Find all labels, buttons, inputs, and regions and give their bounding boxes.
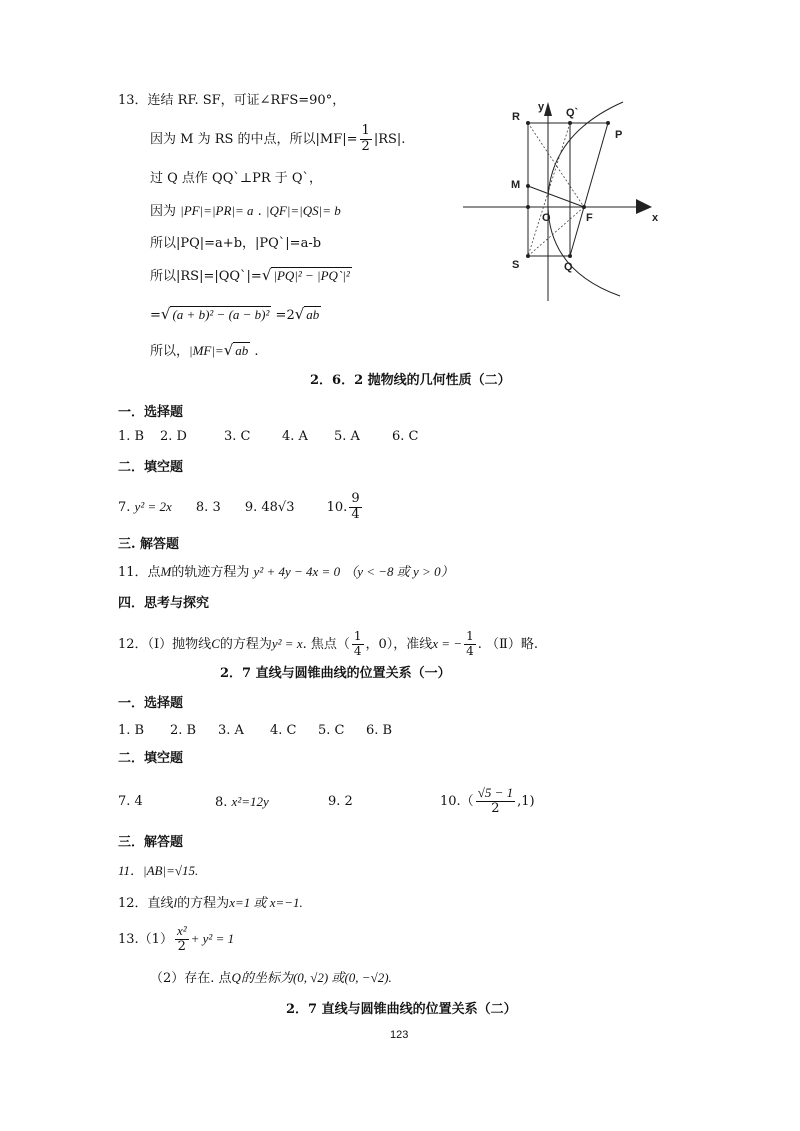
answer-item: 2. B [170,723,197,738]
label-m: M [511,179,521,191]
answer-12-2 [118,896,303,910]
a12-text2: 的方程为 [219,636,272,652]
a12-c: C [211,635,220,651]
frac-den: 2 [361,138,370,154]
label-p: P [615,129,623,141]
answer-item: 6. B [366,723,393,738]
heading-choice-1: 一．选择题 [118,405,184,420]
frac-den: 2 [491,800,500,816]
fraction-quarter [352,630,364,659]
a8-eq: x²=12y [231,794,269,809]
p13-line7: =√ (a + b)² − (a − b)² =2√ ab [150,305,320,323]
p13-qf-eq: |QF|=|QS|= b [265,203,341,218]
heading-solve-2: 三．解答题 [118,835,184,850]
answer-7-2: 7. 4 [118,794,143,809]
a12-tail: . （Ⅱ）略. [477,636,538,652]
a12-2-l: l [173,895,178,910]
p13-line2-tail: |RS|. [373,131,406,147]
p13-pf-eq: |PF|=|PR|= a [180,203,254,218]
a12-eq: y² = x [271,635,303,651]
fraction-sqrt5 [476,786,515,817]
label-r: R [512,111,520,123]
point-qp [568,121,572,125]
a13-2-text: （2）存在. 点 [150,971,232,986]
a13-2-coords: 的坐标为(0, √2) 或(0, −√2). [240,970,392,985]
answer-item: 2. D [160,429,187,444]
chord-pq [570,123,608,256]
a12-text: 12．（Ⅰ）抛物线 [118,636,212,652]
frac-num: 1 [361,123,370,138]
answer-item: 5. C [318,723,345,738]
label-o: O [542,212,551,224]
answer-11-1 [118,565,454,579]
answer-8: 8. 3 [195,499,221,515]
fraction-half [360,124,372,155]
p13-line2 [150,124,405,155]
point-m [526,184,530,188]
frac-num: x² [176,923,187,938]
p13-line3: 过 Q 点作 QQ`⊥PR 于 Q`， [150,171,323,186]
line-rf [528,123,584,207]
a13-2-q: Q [231,970,241,985]
a8-label: 8. [215,795,228,810]
a12-x-eq: x = − [432,635,463,651]
frac-num: √5 − 1 [477,785,514,800]
heading-choice-2: 一．选择题 [118,696,184,711]
answer-12-1 [118,630,538,659]
answer-item: 6. C [392,429,419,444]
line-mf [528,186,584,207]
p13-sqrt-ab: (a + b)² − (a − b)² [172,307,270,322]
a11-cond: （y < −8 或 y > 0） [344,564,454,579]
heading-fill-1: 二．填空题 [118,460,184,475]
a11-eq: y² + 4y − 4x = 0 [253,564,341,579]
fraction-x2-2 [175,924,189,955]
a12-focus-text: . 焦点（ [302,636,350,652]
section-title-262: 2．6．2 抛物线的几何性质（二） [310,373,511,388]
label-qp: Q` [566,107,579,119]
answer-10-2 [440,786,535,817]
label-q: Q [564,261,573,273]
p13-line6-text: 所以|RS|=|QQ`|= [150,269,262,284]
answers-choice-2 [118,724,392,737]
frac-num: 9 [351,491,360,506]
answers-choice-1 [118,430,418,443]
line-diag [528,123,570,256]
p13-line4: 因为 |PF|=|PR|= a . |QF|=|QS|= b [150,203,341,219]
fraction-quarter-2 [464,630,476,659]
answers-fill-1 [118,492,364,523]
p13-mf: |MF|= [189,343,224,358]
point-directrix-x [526,205,530,209]
a11-text2: 的轨迹方程为 [171,565,250,580]
point-r [526,121,530,125]
a12-2-eq: x=1 或 x=−1. [229,895,303,910]
p13-line6: 所以|RS|=|QQ`|=√ |PQ|² − |PQ`|² [150,266,350,284]
a13-eq-tail: + y² = 1 [190,930,235,946]
p13-line7-eq: = [150,308,161,323]
point-q [568,254,572,258]
p13-line8: 所以，|MF|=√ ab . [150,341,259,359]
answer-11-2: 11．|AB|=√15. [118,863,199,878]
answer-item: 3. C [224,429,251,444]
section-title-27-1: 2．7 直线与圆锥曲线的位置关系（一） [220,666,451,681]
parabola-curve [548,102,623,296]
p13-sqrt-final: ab [235,343,249,358]
answer-item: 4. C [270,723,297,738]
heading-explore: 四．思考与探究 [118,596,210,611]
line-sf [528,207,584,256]
section-title-27-2: 2．7 直线与圆锥曲线的位置关系（二） [286,1002,517,1017]
frac-num: 1 [353,629,362,643]
point-s [526,254,530,258]
answer-item: 1. B [118,723,145,738]
p13-line4-text: 因为 [150,204,177,219]
p13-sqrt-ab2: ab [306,307,320,322]
p13-sqrt-pq: |PQ|² − |PQ`|² [273,268,350,283]
answer-13-1 [118,924,234,955]
answer-9: 9. 48√3 [244,499,295,515]
point-f [582,205,586,209]
answer-7-eq: y² = 2x [134,498,172,514]
x-arrow-icon [636,199,652,214]
answer-7-label: 7. [118,499,131,515]
answer-13-2 [150,971,392,985]
answer-item: 3. A [218,723,244,738]
p13-line1: 13．连结 RF. SF，可证∠RFS=90°， [118,93,346,108]
answer-item: 1. B [118,429,145,444]
page-number: 123 [390,1029,409,1041]
a12-2-text2: 的方程为 [177,896,230,911]
label-s: S [512,259,520,271]
frac-den: 2 [177,938,186,954]
a10-tail: ,1) [517,793,535,809]
point-p [606,121,610,125]
p13-line5: 所以|PQ|=a+b，|PQ`|=a-b [150,236,322,251]
a13-label: 13.（1） [118,931,173,947]
label-f: F [586,212,593,224]
heading-solve-1: 三. 解答题 [118,537,180,552]
a11-text: 11．点 [118,565,161,580]
a11-m: M [160,564,172,579]
label-x: x [652,212,659,224]
parabola-figure [458,96,678,316]
a10-label: 10.（ [440,793,474,809]
answer-8-2 [215,795,269,809]
frac-den: 4 [351,506,360,522]
frac-num: 1 [466,629,474,643]
fraction-nine-quarters [349,492,361,523]
answer-item: 5. A [334,429,360,444]
a12-directrix-text: ，0），准线 [365,636,433,652]
answer-10-label: 10. [326,499,348,515]
label-y: y [538,101,545,113]
heading-fill-2: 二．填空题 [118,751,184,766]
answer-9-2: 9. 2 [328,794,353,809]
y-arrow-icon [544,102,552,116]
frac-den: 4 [466,643,474,658]
p13-line7-two: =2 [275,308,295,323]
p13-line2-text: 因为 M 为 RS 的中点，所以|MF|= [150,131,358,147]
frac-den: 4 [353,643,362,658]
p13-line8-text: 所以， [150,344,190,359]
a12-2-text: 12．直线 [118,896,174,911]
answer-item: 4. A [282,429,308,444]
